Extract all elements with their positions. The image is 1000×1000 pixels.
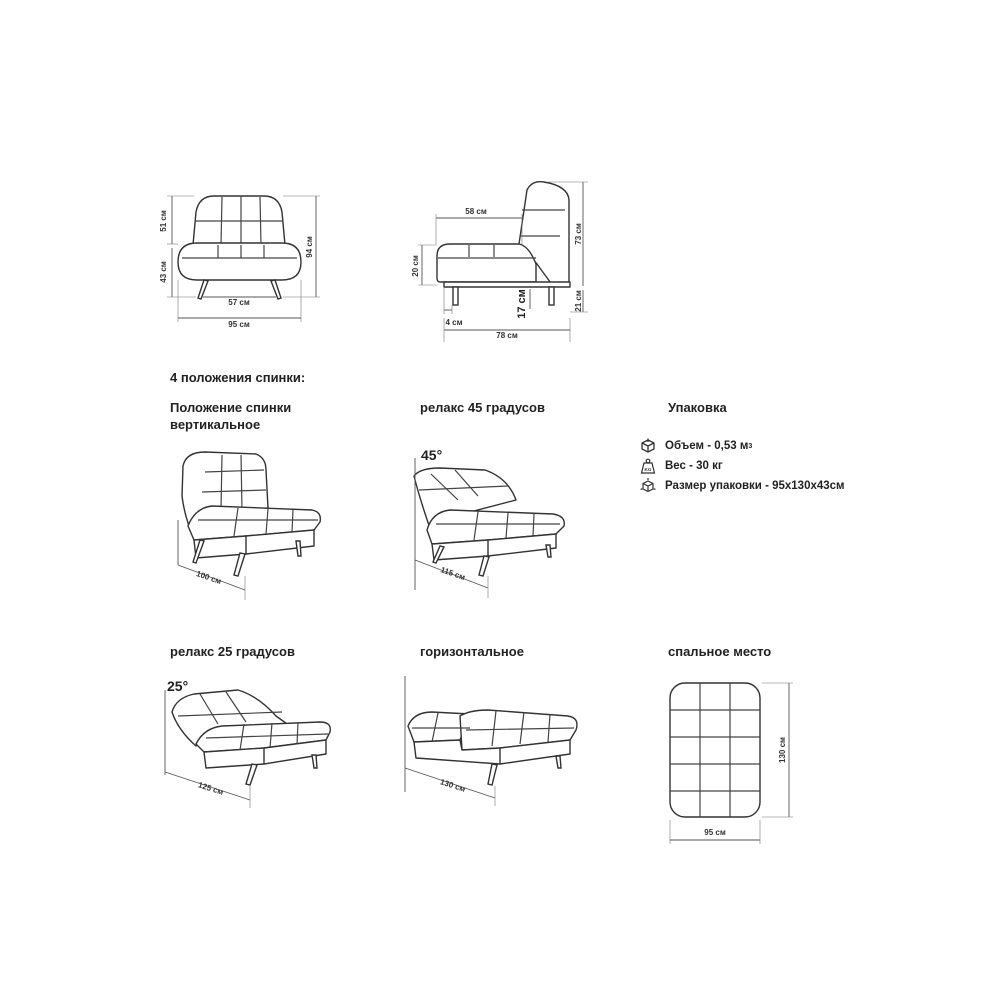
vertical-depth-label: 100 см: [195, 569, 223, 587]
packaging-volume: Объем - 0,53 м: [665, 440, 749, 452]
positions-title: 4 положения спинки:: [170, 370, 306, 385]
side-seat-depth: 58 см: [465, 207, 487, 216]
relax45-chair: [414, 468, 564, 576]
relax25-chair: [172, 690, 330, 785]
horizontal-heading: горизонтальное: [420, 644, 524, 659]
relax25-heading: релакс 25 градусов: [170, 644, 295, 659]
front-seat-width: 57 см: [228, 298, 250, 307]
packaging-heading: Упаковка: [668, 400, 727, 415]
cube-dimensions-icon: [640, 478, 656, 494]
relax25-angle-label: 25°: [167, 678, 189, 694]
relax45-heading: релакс 45 градусов: [420, 400, 545, 415]
packaging-volume-row: [640, 437, 752, 455]
vertical-heading-line2: вертикальное: [170, 417, 261, 432]
vertical-heading-line1: Положение спинки: [170, 400, 292, 415]
front-total-width: 95 см: [228, 320, 250, 329]
side-seat-to-floor: 21 см: [574, 290, 583, 312]
box-icon: [640, 438, 656, 454]
bed-length-label: 130 см: [778, 737, 787, 763]
packaging-size: Размер упаковки - 95х130х43см: [665, 480, 845, 492]
front-back-height: 51 см: [159, 210, 168, 232]
horizontal-chair: [408, 710, 577, 785]
packaging-weight-row: [640, 457, 723, 475]
side-total-depth: 78 см: [496, 331, 518, 340]
front-seat-height: 43 см: [159, 261, 168, 283]
packaging-weight: Вес - 30 кг: [665, 460, 723, 472]
volume-exponent: 3: [748, 442, 753, 450]
sleeping-place-heading: спальное место: [668, 644, 772, 659]
packaging-size-row: [640, 477, 845, 495]
weight-kg-icon: [640, 458, 656, 474]
side-cushion-height: 20 см: [411, 255, 420, 277]
relax45-depth-label: 115 см: [439, 565, 467, 583]
horizontal-length-label: 130 см: [439, 777, 467, 794]
front-total-height: 94 см: [305, 236, 314, 258]
relax45-angle-label: 45°: [421, 447, 443, 463]
side-view-chair: [437, 182, 570, 305]
bed-width-label: 95 см: [704, 828, 726, 837]
bed-top-view: [670, 683, 760, 817]
front-view-chair: [178, 196, 301, 299]
relax25-depth-label: 125 см: [197, 780, 225, 797]
side-leg-height: 17 см: [516, 289, 528, 319]
vertical-position-chair: [182, 452, 320, 576]
side-offset: 4 см: [445, 318, 463, 327]
side-back-height: 73 см: [574, 223, 583, 245]
weight-kg-text: KG: [644, 467, 652, 472]
